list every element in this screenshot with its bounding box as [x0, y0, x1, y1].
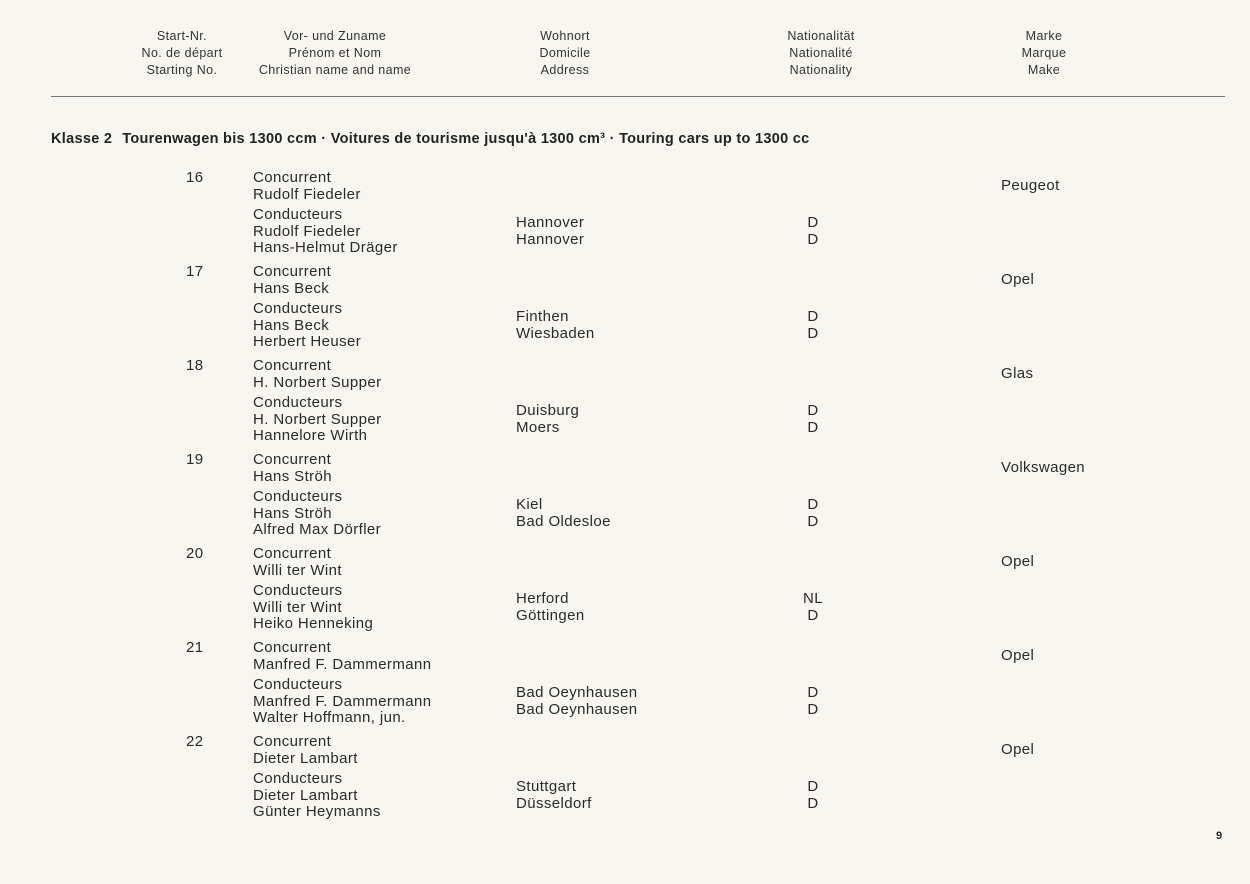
driver-name: Hans Beck	[253, 316, 330, 334]
driver-name: H. Norbert Supper	[253, 410, 382, 428]
nationality-column	[795, 215, 831, 248]
driver-city: Düsseldorf	[516, 794, 592, 812]
name-column	[253, 170, 398, 257]
driver-city: Kiel	[516, 496, 543, 513]
driver-name: Walter Hoffmann, jun.	[253, 709, 406, 726]
conducteurs-label: Conducteurs	[253, 582, 343, 599]
car-make: Opel	[1001, 271, 1035, 288]
entry-22	[0, 734, 1250, 828]
driver-name: Willi ter Wint	[253, 598, 342, 616]
driver-name: Hans Ströh	[253, 504, 333, 522]
name-column	[253, 546, 373, 633]
nationality-column	[795, 591, 831, 624]
driver-name: Herbert Heuser	[253, 333, 362, 350]
nationality-column	[795, 309, 831, 342]
nationality-column	[795, 685, 831, 718]
driver-nationality: D	[807, 402, 819, 419]
name-column	[253, 734, 381, 821]
start-number: 20	[186, 545, 204, 562]
address-column	[516, 309, 595, 342]
start-number: 19	[186, 451, 204, 468]
concurrent-label: Concurrent	[253, 639, 332, 656]
car-make: Volkswagen	[1001, 459, 1086, 476]
page-number: 9	[1216, 830, 1223, 842]
nationality-column	[795, 497, 831, 530]
driver-city: Wiesbaden	[516, 324, 595, 342]
start-number: 18	[186, 357, 204, 374]
address-column	[516, 403, 579, 436]
conducteurs-label: Conducteurs	[253, 770, 343, 787]
start-number: 16	[186, 169, 204, 186]
driver-name: Heiko Henneking	[253, 615, 374, 632]
entry-20	[0, 546, 1250, 640]
conducteurs-label: Conducteurs	[253, 300, 343, 317]
header-name: Vor- und Zuname Prénom et Nom Christian name and name	[258, 29, 412, 77]
header-start-number: Start-Nr. No. de départ Starting No.	[141, 29, 223, 77]
header-address: Wohnort Domicile Address	[539, 29, 591, 77]
entrant-name: Willi ter Wint	[253, 561, 342, 579]
driver-city: Moers	[516, 418, 560, 436]
car-make: Opel	[1001, 741, 1035, 758]
class-description: Tourenwagen bis 1300 ccm · Voitures de tourisme jusqu'à 1300 cm³ · Touring cars up to 1300 cc	[122, 131, 810, 147]
address-column	[516, 215, 584, 248]
driver-nationality: D	[807, 230, 819, 248]
driver-city: Bad Oeynhausen	[516, 684, 638, 701]
driver-name: Hannelore Wirth	[253, 427, 368, 444]
concurrent-label: Concurrent	[253, 263, 332, 280]
car-make: Peugeot	[1001, 177, 1060, 194]
driver-nationality: D	[807, 418, 819, 436]
driver-city: Duisburg	[516, 402, 580, 419]
class-label: Klasse 2	[51, 131, 113, 147]
class-title	[51, 131, 820, 147]
driver-name: Günter Heymanns	[253, 803, 381, 820]
start-number: 17	[186, 263, 204, 280]
nationality-column	[795, 403, 831, 436]
driver-nationality: D	[807, 496, 819, 513]
car-make: Opel	[1001, 553, 1035, 570]
driver-city: Herford	[516, 590, 569, 607]
driver-city: Bad Oldesloe	[516, 512, 611, 530]
entry-18	[0, 358, 1250, 452]
start-number: 22	[186, 733, 204, 750]
name-column	[253, 358, 382, 445]
concurrent-label: Concurrent	[253, 451, 332, 468]
name-column	[253, 640, 431, 727]
driver-city: Bad Oeynhausen	[516, 700, 638, 718]
driver-nationality: D	[807, 214, 819, 231]
header-make: Marke Marque Make	[1021, 29, 1067, 77]
concurrent-label: Concurrent	[253, 545, 332, 562]
driver-nationality: D	[807, 778, 819, 795]
driver-name: Dieter Lambart	[253, 786, 358, 804]
address-column	[516, 497, 611, 530]
entrant-name: Dieter Lambart	[253, 749, 358, 767]
driver-nationality: D	[807, 324, 819, 342]
driver-city: Göttingen	[516, 606, 585, 624]
driver-city: Hannover	[516, 214, 585, 231]
conducteurs-label: Conducteurs	[253, 488, 343, 505]
start-number: 21	[186, 639, 204, 656]
entrant-name: H. Norbert Supper	[253, 373, 382, 391]
entry-21	[0, 640, 1250, 734]
conducteurs-label: Conducteurs	[253, 676, 343, 693]
entrant-name: Hans Beck	[253, 279, 330, 297]
entry-17	[0, 264, 1250, 358]
concurrent-label: Concurrent	[253, 169, 332, 186]
name-column	[253, 452, 381, 539]
car-make: Opel	[1001, 647, 1035, 664]
driver-name: Rudolf Fiedeler	[253, 222, 361, 240]
driver-nationality: D	[807, 512, 819, 530]
address-column	[516, 779, 592, 812]
entrant-name: Hans Ströh	[253, 467, 333, 485]
entrant-name: Rudolf Fiedeler	[253, 185, 361, 203]
driver-nationality: D	[807, 606, 819, 624]
entrant-name: Manfred F. Dammermann	[253, 655, 432, 673]
driver-nationality: D	[807, 684, 819, 701]
address-column	[516, 591, 585, 624]
driver-nationality: D	[807, 700, 819, 718]
entry-16	[0, 170, 1250, 264]
concurrent-label: Concurrent	[253, 357, 332, 374]
driver-nationality: D	[807, 308, 819, 325]
entry-19	[0, 452, 1250, 546]
header-divider	[51, 96, 1225, 97]
driver-city: Stuttgart	[516, 778, 577, 795]
driver-name: Alfred Max Dörfler	[253, 521, 382, 538]
concurrent-label: Concurrent	[253, 733, 332, 750]
driver-name: Manfred F. Dammermann	[253, 692, 432, 710]
driver-name: Hans-Helmut Dräger	[253, 239, 398, 256]
driver-city: Finthen	[516, 308, 569, 325]
nationality-column	[795, 779, 831, 812]
driver-nationality: D	[807, 794, 819, 812]
header-nationality: Nationalität Nationalité Nationality	[787, 29, 855, 77]
conducteurs-label: Conducteurs	[253, 394, 343, 411]
driver-nationality: NL	[803, 590, 823, 607]
car-make: Glas	[1001, 365, 1034, 382]
name-column	[253, 264, 361, 351]
address-column	[516, 685, 638, 718]
driver-city: Hannover	[516, 230, 585, 248]
conducteurs-label: Conducteurs	[253, 206, 343, 223]
